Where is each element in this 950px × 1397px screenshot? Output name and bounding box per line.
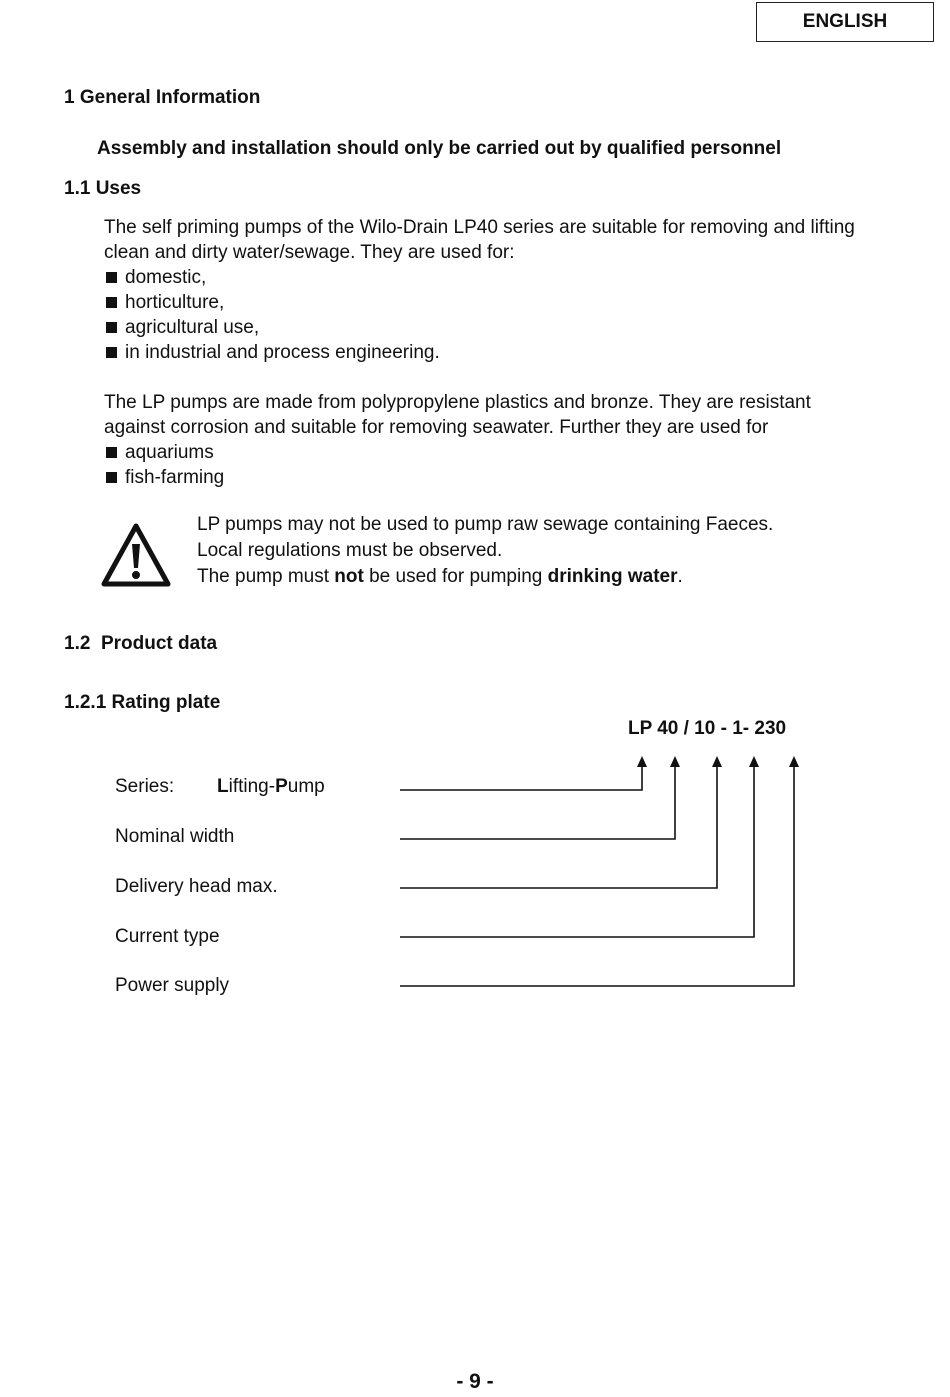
nominal-width-connector-line <box>400 766 675 839</box>
power-supply-label: Power supply <box>115 975 230 996</box>
power-supply-connector-line <box>400 766 794 986</box>
list-item: agricultural use, <box>104 315 874 340</box>
arrow-head-icon <box>637 756 647 767</box>
series-label: Series: <box>115 776 175 797</box>
current-type-connector-line <box>400 766 754 937</box>
arrow-head-icon <box>789 756 799 767</box>
uses-title: 1.1 Uses <box>64 178 142 199</box>
language-label: ENGLISH <box>756 2 934 42</box>
type-code: LP 40 / 10 - 1- 230 <box>628 718 787 739</box>
arrow-head-icon <box>712 756 722 767</box>
warning-line-3: The pump must not be used for pumping drinking water. <box>197 566 683 587</box>
list-item: domestic, <box>104 265 874 290</box>
arrow-head-icon <box>670 756 680 767</box>
page-number: - 9 - <box>456 1370 494 1393</box>
list-item: in industrial and process engineering. <box>104 340 874 365</box>
list-item: fish-farming <box>104 465 874 490</box>
materials-paragraph: The LP pumps are made from polypropylene plastics and bronze. They are resistant against corrosion and suitable for removing seawater. Further they are used for <box>104 392 811 438</box>
list-item: aquariums <box>104 440 874 465</box>
warning-line-2: Local regulations must be observed. <box>197 540 503 561</box>
current-type-label: Current type <box>115 926 220 947</box>
series-value: Lifting-Pump <box>217 776 325 797</box>
nominal-width-label: Nominal width <box>115 826 235 847</box>
arrow-head-icon <box>749 756 759 767</box>
product-data-title: 1.2 Product data <box>64 633 218 654</box>
uses-intro: The self priming pumps of the Wilo-Drain LP40 series are suitable for removing and lifting clean and dirty water/sewage. They are used for: <box>104 217 855 263</box>
delivery-head-label: Delivery head max. <box>115 876 278 897</box>
warning-line-1: LP pumps may not be used to pump raw sewage containing Faeces. <box>197 514 774 535</box>
series-connector-line <box>400 766 642 790</box>
section-title: 1 General Information <box>64 87 261 108</box>
list-item: horticulture, <box>104 290 874 315</box>
rating-plate-title: 1.2.1 Rating plate <box>64 692 221 713</box>
delivery-head-connector-line <box>400 766 717 888</box>
qualified-personnel-notice: Assembly and installation should only be carried out by qualified personnel <box>97 138 782 159</box>
